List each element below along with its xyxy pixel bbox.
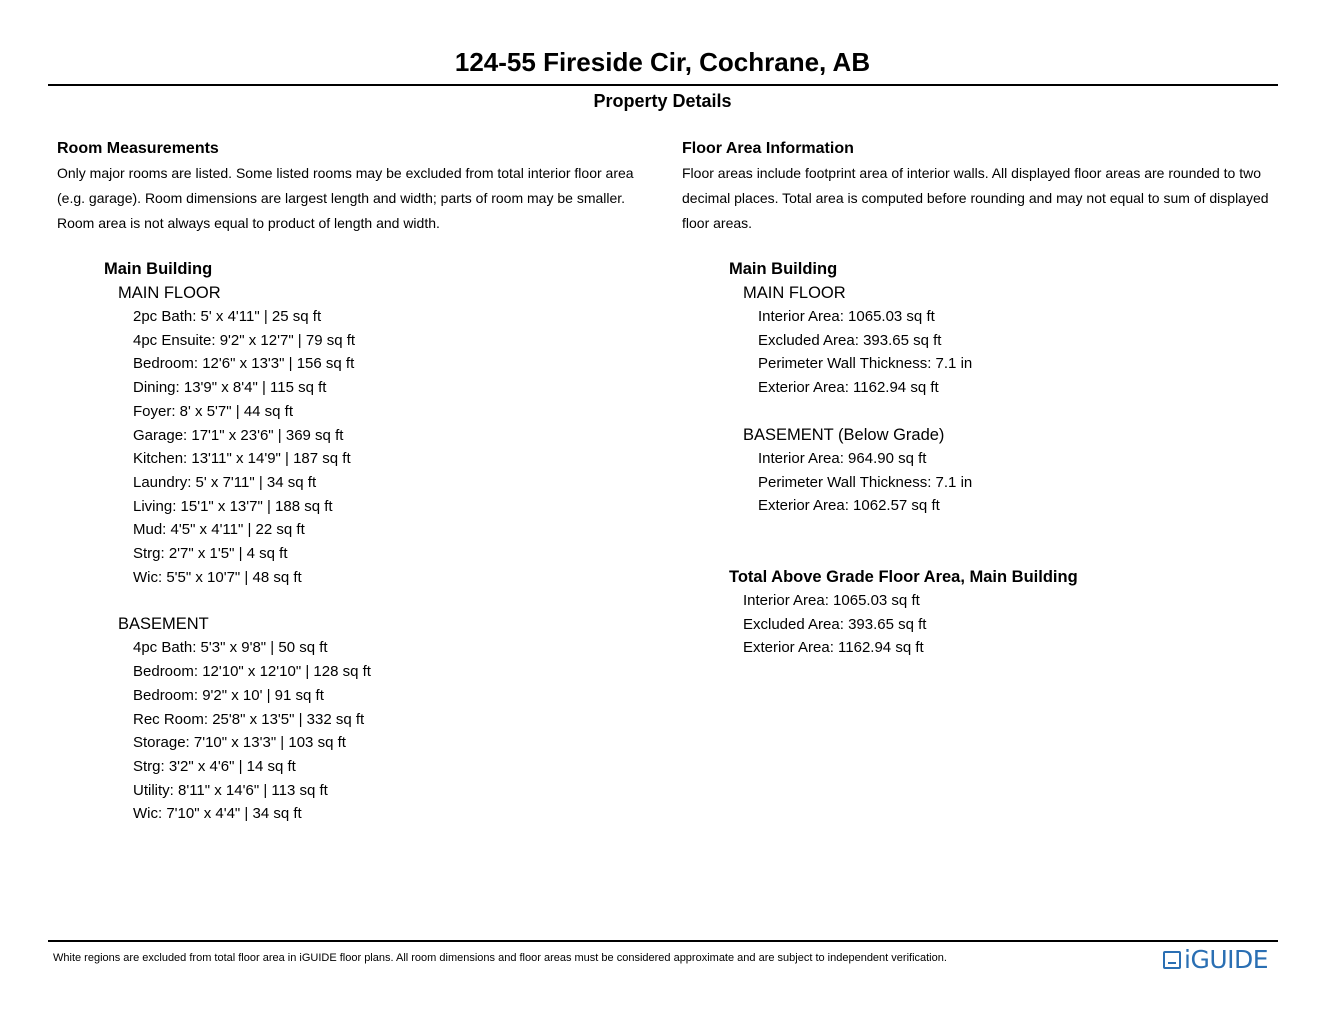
area-item: Exterior Area: 1162.94 sq ft bbox=[758, 379, 939, 397]
footer-disclaimer: White regions are excluded from total floor area in iGUIDE floor plans. All room dimensions and floor areas must be considered approximate and are subject to independent verification. bbox=[53, 952, 947, 964]
floor-heading-basement: BASEMENT bbox=[118, 615, 209, 634]
room-item: Kitchen: 13'11" x 14'9" | 187 sq ft bbox=[133, 450, 351, 468]
header-divider bbox=[48, 84, 1278, 86]
description-line: decimal places. Total area is computed before rounding and may not equal to sum of displayed bbox=[682, 190, 1269, 206]
area-item: Exterior Area: 1062.57 sq ft bbox=[758, 497, 940, 515]
room-item: Dining: 13'9" x 8'4" | 115 sq ft bbox=[133, 379, 327, 397]
footer-divider bbox=[48, 940, 1278, 942]
description-line: Only major rooms are listed. Some listed rooms may be excluded from total interior floor area bbox=[57, 165, 634, 181]
area-item: Perimeter Wall Thickness: 7.1 in bbox=[758, 473, 973, 491]
building-heading: Main Building bbox=[729, 260, 838, 278]
spacer bbox=[57, 589, 657, 612]
room-item: Strg: 2'7" x 1'5" | 4 sq ft bbox=[133, 545, 288, 563]
floor-heading-basement: BASEMENT (Below Grade) bbox=[743, 425, 945, 444]
total-area-heading: Total Above Grade Floor Area, Main Building bbox=[729, 567, 1078, 586]
total-areas bbox=[682, 589, 1282, 660]
area-item: Perimeter Wall Thickness: 7.1 in bbox=[758, 355, 973, 373]
room-item: Living: 15'1" x 13'7" | 188 sq ft bbox=[133, 497, 333, 515]
floor-heading-main: MAIN FLOOR bbox=[118, 284, 221, 302]
basement-areas bbox=[682, 447, 1282, 518]
page-title: 124-55 Fireside Cir, Cochrane, AB bbox=[454, 47, 871, 77]
area-item: Excluded Area: 393.65 sq ft bbox=[758, 331, 942, 349]
room-item: 4pc Bath: 5'3" x 9'8" | 50 sq ft bbox=[133, 639, 328, 657]
room-item: Bedroom: 12'10" x 12'10" | 128 sq ft bbox=[133, 663, 371, 681]
floor-heading-main: MAIN FLOOR bbox=[743, 284, 846, 302]
room-item: 2pc Bath: 5' x 4'11" | 25 sq ft bbox=[133, 308, 322, 325]
room-measurements-column bbox=[57, 138, 657, 826]
floor-area-heading: Floor Area Information bbox=[682, 140, 854, 157]
room-item: Mud: 4'5" x 4'11" | 22 sq ft bbox=[133, 521, 305, 539]
description-line: Room area is not always equal to product of length and width. bbox=[57, 215, 440, 231]
room-item: Storage: 7'10" x 13'3" | 103 sq ft bbox=[133, 734, 346, 752]
area-item: Excluded Area: 393.65 sq ft bbox=[743, 615, 927, 633]
room-item: Rec Room: 25'8" x 13'5" | 332 sq ft bbox=[133, 710, 365, 728]
area-item: Exterior Area: 1162.94 sq ft bbox=[743, 639, 924, 657]
floor-area-description bbox=[682, 161, 1282, 235]
iguide-logo bbox=[1163, 945, 1268, 975]
area-item: Interior Area: 964.90 sq ft bbox=[758, 449, 927, 467]
room-item: Wic: 7'10" x 4'4" | 34 sq ft bbox=[133, 805, 302, 823]
description-line: Floor areas include footprint area of interior walls. All displayed floor areas are rounded to two bbox=[682, 165, 1261, 181]
room-item: Laundry: 5' x 7'11" | 34 sq ft bbox=[133, 473, 317, 491]
room-item: Bedroom: 12'6" x 13'3" | 156 sq ft bbox=[133, 355, 355, 373]
room-item: Foyer: 8' x 5'7" | 44 sq ft bbox=[133, 402, 294, 420]
spacer bbox=[682, 400, 1282, 423]
spacer bbox=[682, 518, 1282, 565]
iguide-logo-icon bbox=[1163, 951, 1181, 969]
main-floor-rooms bbox=[57, 305, 657, 589]
basement-rooms bbox=[57, 636, 657, 826]
room-list bbox=[57, 257, 657, 826]
room-measurements-description bbox=[57, 161, 657, 235]
building-heading: Main Building bbox=[104, 260, 213, 278]
room-item: Utility: 8'11" x 14'6" | 113 sq ft bbox=[133, 781, 328, 799]
floor-area-column bbox=[682, 138, 1282, 660]
area-item: Interior Area: 1065.03 sq ft bbox=[743, 591, 920, 609]
room-item: Wic: 5'5" x 10'7" | 48 sq ft bbox=[133, 568, 302, 586]
room-item: Bedroom: 9'2" x 10' | 91 sq ft bbox=[133, 686, 324, 704]
floor-area-list bbox=[682, 257, 1282, 660]
description-line: floor areas. bbox=[682, 215, 753, 231]
room-measurements-heading: Room Measurements bbox=[57, 140, 219, 157]
area-item: Interior Area: 1065.03 sq ft bbox=[758, 308, 935, 325]
description-line: (e.g. garage). Room dimensions are largest length and width; parts of room may be smaller. bbox=[57, 190, 626, 206]
page-subtitle: Property Details bbox=[593, 91, 732, 111]
iguide-logo-text: iGUIDE bbox=[1184, 945, 1269, 974]
room-item: 4pc Ensuite: 9'2" x 12'7" | 79 sq ft bbox=[133, 331, 356, 349]
main-floor-areas bbox=[682, 305, 1282, 400]
room-item: Garage: 17'1" x 23'6" | 369 sq ft bbox=[133, 426, 344, 444]
room-item: Strg: 3'2" x 4'6" | 14 sq ft bbox=[133, 757, 296, 775]
